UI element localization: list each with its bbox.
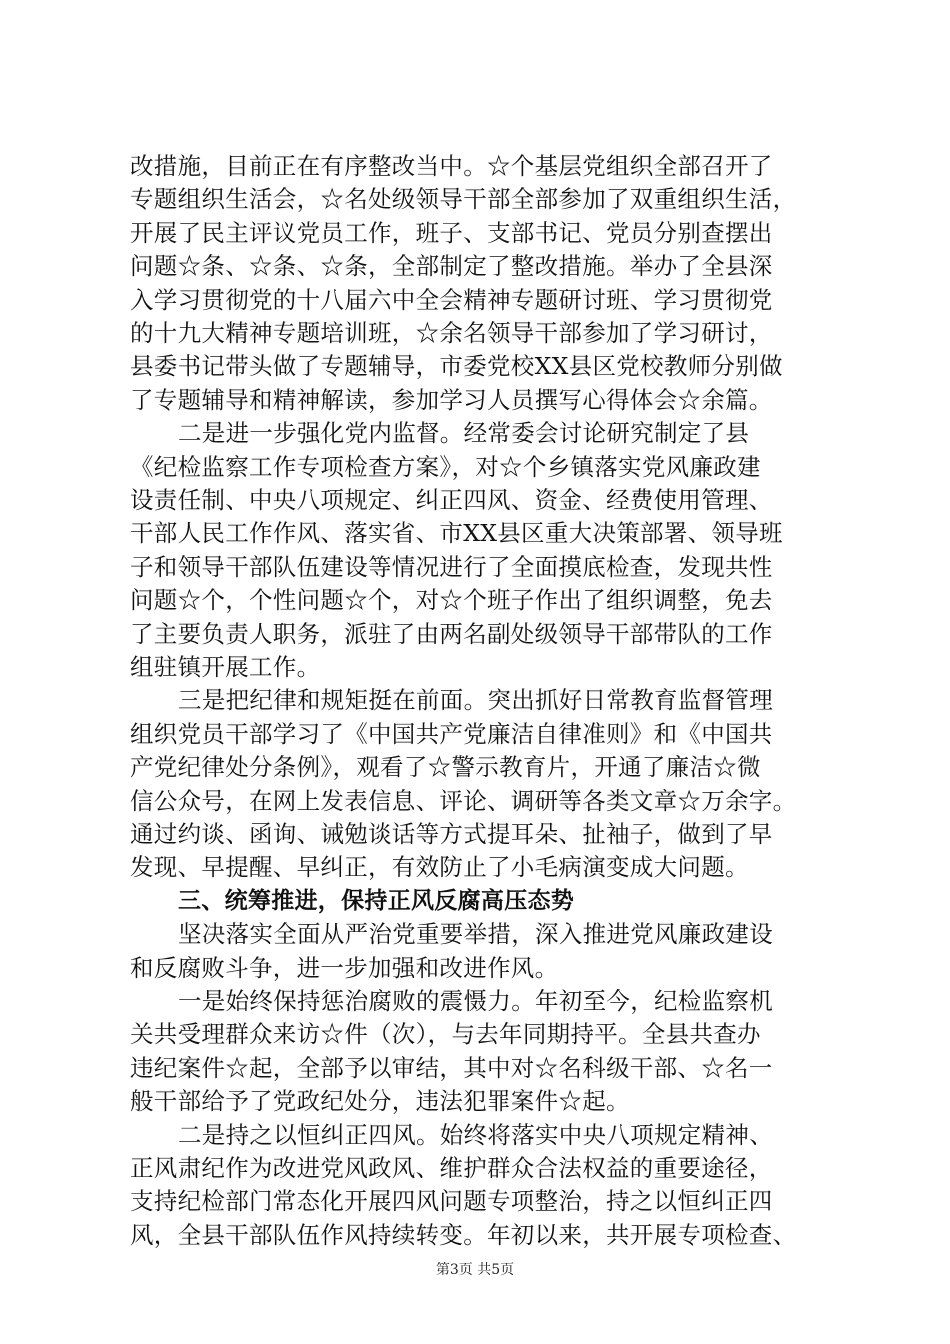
body-text-line: 组驻镇开展工作。 <box>130 653 321 681</box>
body-text-line: 关共受理群众来访☆件（次），与去年同期持平。全县共查办 <box>130 1020 761 1049</box>
body-text-line: 干部人民工作作风、落实省、市XX县区重大决策部署、领导班 <box>130 519 783 548</box>
body-text-line: 正风肃纪作为改进党风政风、维护群众合法权益的重要途径， <box>130 1154 773 1182</box>
body-text-line: 入学习贯彻党的十八届六中全会精神专题研讨班、学习贯彻党 <box>130 285 773 314</box>
body-text-line: 了专题辅导和精神解读，参加学习人员撰写心得体会☆余篇。 <box>130 385 773 414</box>
page-number: 第3页 共5页 <box>435 1262 515 1278</box>
body-text-line: 的十九大精神专题培训班，☆余名领导干部参加了学习研讨， <box>130 319 773 347</box>
body-text-line: 产党纪律处分条例》，观看了☆警示教育片，开通了廉洁☆微 <box>130 753 761 782</box>
page-footer <box>0 1258 950 1282</box>
body-text-line: 组织党员干部学习了《中国共产党廉洁自律准则》和《中国共 <box>130 719 773 748</box>
body-text-line: 般干部给予了党政纪处分，违法犯罪案件☆起。 <box>130 1087 630 1116</box>
paragraph-first-line: 二是持之以恒纠正四风。始终将落实中央八项规定精神、 <box>178 1120 773 1149</box>
body-text-line: 改措施，目前正在有序整改当中。☆个基层党组织全部召开了 <box>130 152 773 180</box>
body-text-line: 风，全县干部队伍作风持续转变。年初以来，共开展专项检查、 <box>130 1220 797 1249</box>
body-text-line: 和反腐败斗争，进一步加强和改进作风。 <box>130 953 559 982</box>
body-text-line: 通过约谈、函询、诫勉谈话等方式提耳朵、扯袖子，做到了早 <box>130 820 773 848</box>
body-text-line: 问题☆个，个性问题☆个，对☆个班子作出了组织调整，免去 <box>130 586 773 615</box>
body-text-line: 信公众号，在网上发表信息、评论、调研等各类文章☆万余字。 <box>130 786 797 815</box>
body-text-line: 设责任制、中央八项规定、纠正四风、资金、经费使用管理、 <box>130 486 773 514</box>
body-text-line: 问题☆条、☆条、☆条，全部制定了整改措施。举办了全县深 <box>130 252 773 281</box>
body-text-line: 了主要负责人职务，派驻了由两名副处级领导干部带队的工作 <box>130 619 773 648</box>
body-text-line: 开展了民主评议党员工作，班子、支部书记、党员分别查摆出 <box>130 218 773 247</box>
body-text-line: 子和领导干部队伍建设等情况进行了全面摸底检查，发现共性 <box>130 552 773 581</box>
body-text-line: 支持纪检部门常态化开展四风问题专项整治，持之以恒纠正四 <box>130 1187 773 1216</box>
paragraph-first-line: 二是进一步强化党内监督。经常委会讨论研究制定了县 <box>178 419 750 448</box>
body-text-line: 发现、早提醒、早纠正，有效防止了小毛病演变成大问题。 <box>130 853 749 882</box>
paragraph-first-line: 坚决落实全面从严治党重要举措，深入推进党风廉政建设 <box>178 920 773 949</box>
paragraph-first-line: 三是把纪律和规矩挺在前面。突出抓好日常教育监督管理 <box>178 686 773 715</box>
body-text-line: 县委书记带头做了专题辅导，市委党校XX县区党校教师分别做 <box>130 352 783 381</box>
body-text-line: 违纪案件☆起，全部予以审结，其中对☆名科级干部、☆名一 <box>130 1053 773 1082</box>
body-text-line: 《纪检监察工作专项检查方案》，对☆个乡镇落实党风廉政建 <box>130 452 761 481</box>
section-heading: 三、统筹推进，保持正风反腐高压态势 <box>178 887 575 914</box>
body-text-line: 专题组织生活会，☆名处级领导干部全部参加了双重组织生活， <box>130 185 797 214</box>
paragraph-first-line: 一是始终保持惩治腐败的震慑力。年初至今，纪检监察机 <box>178 987 773 1015</box>
